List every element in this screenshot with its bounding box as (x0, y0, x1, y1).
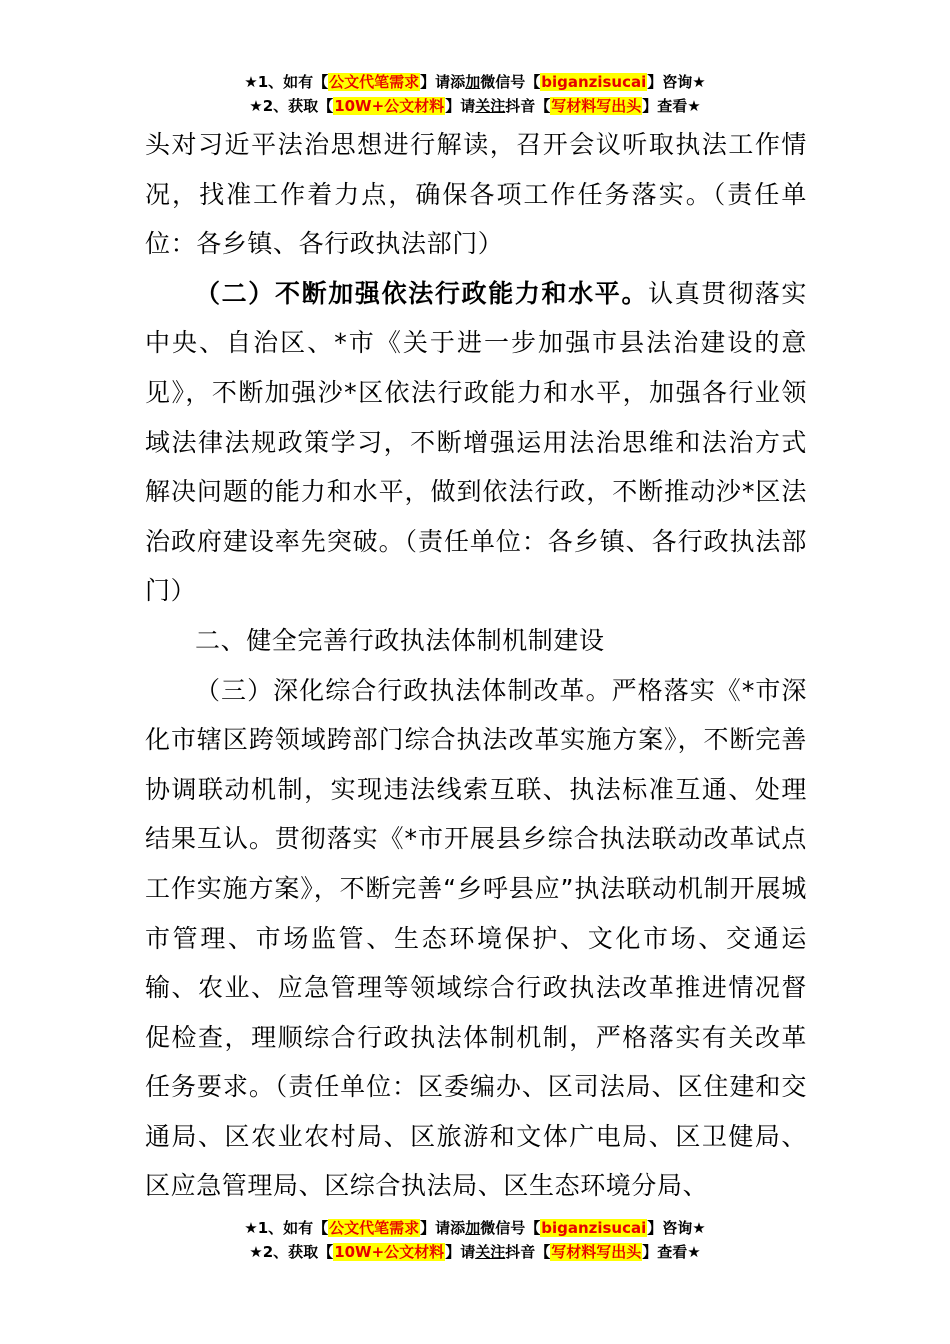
banner-underlined-text: 关注 (475, 1243, 506, 1261)
banner-text: 抖音【 (505, 1243, 551, 1261)
highlight-materials: 10W+公文材料 (334, 97, 445, 115)
banner-text: 】请 (445, 97, 476, 115)
highlight-wechat-id: biganzisucai (541, 73, 647, 91)
chapter-heading: 二、健全完善行政执法体制机制建设 (195, 625, 605, 655)
banner-text: ★1、如有【 (244, 73, 329, 91)
banner-text: 】查看★ (642, 97, 701, 115)
section-body: 认真贯彻落实中央、自治区、*市《关于进一步加强市县法治建设的意见》，不断加强沙*区依法行政能力和水平，加强各行业领域法律法规政策学习，不断增强运用法治思维和法治方式解决问题的能力和水平，做到依法行政，不断推动沙*区法治政府建设率先突破。（责任单位：各乡镇、各行政执法部门） (145, 278, 807, 606)
paragraph-continuation: 头对习近平法治思想进行解读，召开会议听取执法工作情况，找准工作着力点，确保各项工作任务落实。（责任单位：各乡镇、各行政执法部门） (145, 130, 807, 259)
banner-underlined-text: 加 (465, 1219, 481, 1237)
banner-line-2 (0, 1240, 950, 1264)
banner-text: 微信号【 (480, 73, 541, 91)
banner-text: 】咨询★ (647, 73, 706, 91)
banner-text: 】请添 (420, 73, 466, 91)
highlight-douyin-account: 写材料写出头 (551, 1243, 642, 1261)
highlight-service: 公文代笔需求 (329, 73, 420, 91)
paragraph-section-3: （三）深化综合行政执法体制改革。严格落实《*市深化市辖区跨领域跨部门综合执法改革实施方案》，不断完善协调联动机制，实现违法线索互联、执法标准互通、处理结果互认。贯彻落实《*市开展县乡综合执法联动改革试点工作实施方案》，不断完善“乡呼县应”执法联动机制开展城市管理、市场监管、生态环境保护、文化市场、交通运输、农业、应急管理等领域综合行政执法改革推进情况督促检查，理顺综合行政执法体制机制，严格落实有关改革任务要求。（责任单位：区委编办、区司法局、区住建和交通局、区农业农村局、区旅游和文体广电局、区卫健局、区应急管理局、区综合执法局、区生态环境分局、 (145, 675, 807, 1201)
highlight-douyin-account: 写材料写出头 (551, 97, 642, 115)
highlight-materials: 10W+公文材料 (334, 1243, 445, 1261)
highlight-wechat-id: biganzisucai (541, 1219, 647, 1237)
banner-text: ★2、获取【 (249, 1243, 334, 1261)
banner-text: 】请添 (420, 1219, 466, 1237)
header-banner (0, 70, 950, 118)
banner-text: 微信号【 (480, 1219, 541, 1237)
document-body (145, 120, 807, 1211)
banner-line-2 (0, 94, 950, 118)
section-heading-bold: （二）不断加强依法行政能力和水平。 (195, 278, 649, 308)
paragraph-section-2 (145, 269, 807, 616)
banner-text: ★1、如有【 (244, 1219, 329, 1237)
banner-line-1 (0, 70, 950, 94)
banner-text: ★2、获取【 (249, 97, 334, 115)
footer-banner (0, 1216, 950, 1264)
banner-underlined-text: 加 (465, 73, 481, 91)
banner-line-1 (0, 1216, 950, 1240)
banner-underlined-text: 关注 (475, 97, 506, 115)
banner-text: 】查看★ (642, 1243, 701, 1261)
banner-text: 】咨询★ (647, 1219, 706, 1237)
banner-text: 抖音【 (505, 97, 551, 115)
highlight-service: 公文代笔需求 (329, 1219, 420, 1237)
banner-text: 】请 (445, 1243, 476, 1261)
